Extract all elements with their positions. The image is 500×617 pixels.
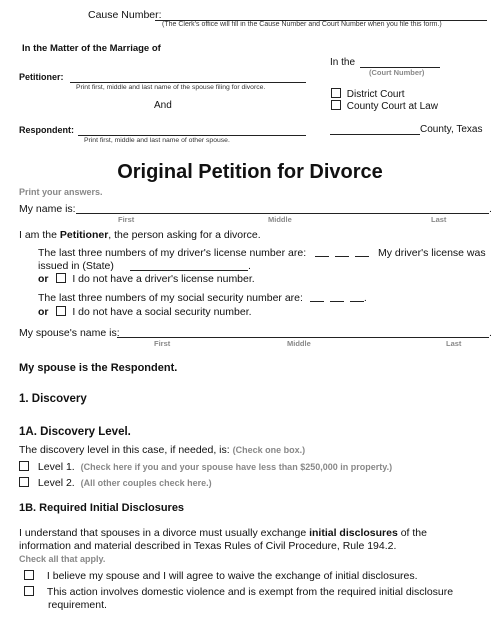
respondent-label: Respondent:	[19, 125, 74, 135]
petitioner-name-field[interactable]	[70, 82, 306, 83]
level1-option[interactable]	[19, 461, 392, 473]
ssn-digit-3[interactable]	[350, 293, 364, 302]
district-court-label: District Court	[346, 89, 405, 100]
level2-option[interactable]	[19, 477, 212, 489]
petitioner-label: Petitioner:	[19, 72, 64, 82]
petitioner-statement-bold: Petitioner	[59, 229, 109, 241]
discovery-intro-hint: (Check one box.)	[232, 445, 306, 455]
domestic-violence-label-line1: This action involves domestic violence and is exempt from the required initial disclosure	[46, 586, 454, 598]
no-ssn-label: I do not have a social security number.	[72, 306, 252, 318]
county-court-option[interactable]	[331, 100, 438, 112]
respondent-name-field[interactable]	[78, 135, 306, 136]
license-line1	[38, 247, 486, 259]
my-name-label: My name is:	[19, 203, 76, 215]
level2-label: Level 2.	[37, 477, 75, 489]
license-state-field[interactable]	[130, 270, 248, 271]
license-digit-1[interactable]	[315, 248, 329, 257]
spouse-middle-hint: Middle	[287, 339, 311, 348]
no-license-or: or	[38, 273, 49, 285]
ssn-digit-1[interactable]	[310, 293, 324, 302]
license-line1-end: My driver's license was	[377, 247, 486, 259]
my-name-middle-hint: Middle	[268, 215, 292, 224]
waive-disclosures-label: I believe my spouse and I will agree to waive the exchange of initial disclosures.	[46, 570, 418, 582]
disclosures-para-start: I understand that spouses in a divorce must usually exchange	[19, 527, 310, 539]
my-name-last-hint: Last	[431, 215, 447, 224]
waive-disclosures-option[interactable]	[24, 570, 418, 582]
and-text: And	[154, 100, 172, 111]
petitioner-statement	[19, 229, 261, 241]
my-name-period: .	[489, 203, 492, 215]
my-name-first-hint: First	[118, 215, 135, 224]
level1-label: Level 1.	[37, 461, 75, 473]
petitioner-statement-suffix: , the person asking for a divorce.	[108, 229, 261, 241]
domestic-violence-checkbox[interactable]	[24, 586, 34, 596]
section-discovery-heading: 1. Discovery	[19, 393, 87, 405]
no-ssn-option[interactable]	[38, 306, 252, 318]
license-line2-text: issued in (State)	[38, 260, 114, 272]
cause-number-label: Cause Number:	[88, 9, 162, 21]
level1-hint: (Check here if you and your spouse have less than $250,000 in property.)	[80, 462, 393, 472]
petitioner-hint: Print first, middle and last name of the spouse filing for divorce.	[76, 84, 266, 91]
no-license-checkbox[interactable]	[56, 273, 66, 283]
spouse-respondent-statement: My spouse is the Respondent.	[19, 362, 178, 374]
spouse-last-hint: Last	[446, 339, 462, 348]
district-court-checkbox[interactable]	[331, 88, 341, 98]
petitioner-statement-prefix: I am the	[19, 229, 60, 241]
ssn-digit-2[interactable]	[330, 293, 344, 302]
license-state-period: .	[248, 260, 251, 272]
court-number-hint: (Court Number)	[369, 68, 425, 77]
county-court-label: County Court at Law	[346, 101, 438, 112]
county-texas-text: County, Texas	[420, 124, 483, 135]
ssn-line	[38, 292, 367, 304]
disclosures-paragraph-line2: information and material described in Texas Rules of Civil Procedure, Rule 194.2.	[19, 540, 397, 552]
county-name-field[interactable]	[330, 134, 420, 135]
no-license-label: I do not have a driver's license number.	[72, 273, 255, 285]
in-the-text: In the	[330, 57, 356, 68]
print-answers-note: Print your answers.	[19, 187, 103, 197]
disclosures-para-bold: initial disclosures	[309, 527, 398, 539]
section-1b-heading: 1B. Required Initial Disclosures	[19, 502, 185, 514]
ssn-line-text: The last three numbers of my social security number are:	[38, 292, 303, 304]
level2-checkbox[interactable]	[19, 477, 29, 487]
license-digit-3[interactable]	[355, 248, 369, 257]
county-court-checkbox[interactable]	[331, 100, 341, 110]
cause-number-note: (The Clerk's office will fill in the Cause Number and Court Number when you file this form.)	[162, 21, 442, 28]
level1-checkbox[interactable]	[19, 461, 29, 471]
page-title: Original Petition for Divorce	[117, 161, 383, 183]
district-court-option[interactable]	[331, 88, 405, 100]
domestic-violence-option[interactable]	[24, 586, 453, 598]
ssn-period: .	[363, 292, 367, 304]
spouse-first-hint: First	[154, 339, 171, 348]
no-ssn-or: or	[38, 306, 49, 318]
disclosures-paragraph-line1	[19, 527, 427, 539]
discovery-intro	[19, 444, 305, 456]
license-digit-2[interactable]	[335, 248, 349, 257]
spouse-name-label: My spouse's name is:	[19, 327, 120, 339]
level2-hint: (All other couples check here.)	[80, 478, 212, 488]
section-1a-heading: 1A. Discovery Level.	[19, 426, 131, 438]
check-all-note: Check all that apply.	[19, 554, 106, 564]
no-license-option[interactable]	[38, 273, 255, 285]
no-ssn-checkbox[interactable]	[56, 306, 66, 316]
my-name-field[interactable]	[76, 213, 489, 214]
disclosures-para-end: of the	[397, 527, 427, 539]
license-line1-text: The last three numbers of my driver's license number are:	[38, 247, 307, 259]
spouse-name-period: .	[489, 327, 492, 339]
discovery-intro-text: The discovery level in this case, if needed, is:	[19, 444, 230, 456]
matter-title: In the Matter of the Marriage of	[22, 43, 161, 54]
spouse-name-field[interactable]	[117, 337, 489, 338]
domestic-violence-label-line2: requirement.	[48, 599, 107, 611]
respondent-hint: Print first, middle and last name of other spouse.	[84, 137, 230, 144]
waive-disclosures-checkbox[interactable]	[24, 570, 34, 580]
